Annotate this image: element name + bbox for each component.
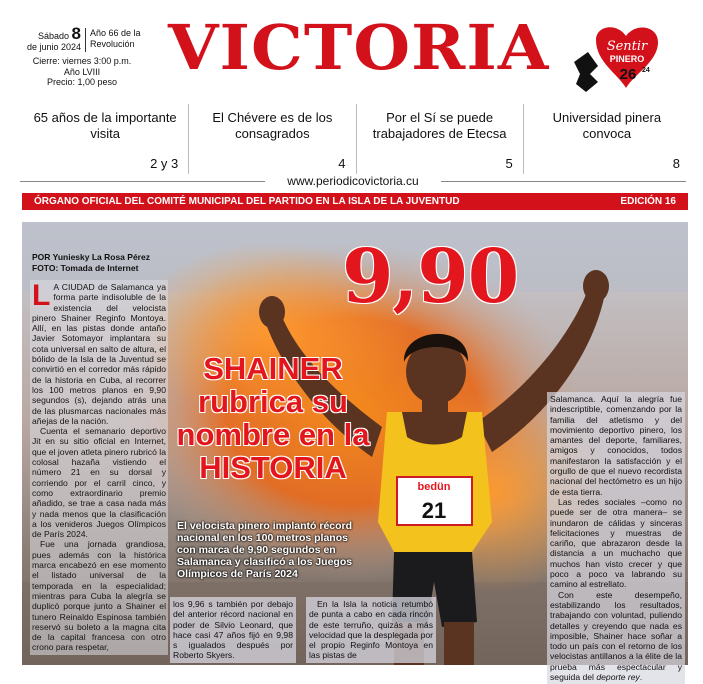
teaser-page: 4 (338, 156, 346, 171)
sentir-pinero-logo (568, 22, 698, 97)
article-column-mid2: En la Isla la noticia retumbó de punta a cabo en cada rincón de este terruño, quizás a más velocidad que la desplegada por el propio Reginfo Montoya en las pistas de (306, 597, 436, 663)
photo-credit: FOTO: Tomada de Internet (32, 263, 139, 273)
teaser-page: 5 (505, 156, 513, 171)
newspaper-title: VICTORIA (168, 11, 550, 84)
teaser-item[interactable]: Universidad pinera convoca 8 (523, 104, 690, 174)
teaser-item[interactable]: Por el Sí se puede trabajadores de Etecsa 5 (356, 104, 523, 174)
article-column-right: Salamanca. Aquí la alegría fue indescriptible, comenzando por la familia del atletismo y del movimiento deportivo pinero, los amantes del deporte, familiares, amigos y conocidos, todos manifestaron la satisfacción y el orgullo de que el nuevo recordista nacional del hectómetro es un hijo de esta tierra. Las redes sociales –como no puede ser de otra manera– se inundaron de cálidas y sinceras felicitaciones y muestras de cariño, que abrazaron desde la distancia a un muchacho que muchos han visto crecer y que poco a poco va labrando su camino al estrellato. Con este desempeño, estabilizando los resultados, trabajando con voluntad, puliendo detalles y creyendo que nada es imposible, Shainer hace soñar a todo un país con el retorno de los velocistas antillanos a la élite de la prueba más espectacular y seguida del deporte rey. (547, 392, 685, 684)
website-link[interactable]: www.periodicovictoria.cu (283, 174, 422, 188)
issue-info: Cierre: viernes 3:00 p.m. Año LVIII Precio: 1,00 peso (32, 56, 132, 87)
revolution-year: Año 66 de la Revolución (90, 28, 141, 49)
drop-cap: L (32, 279, 51, 312)
teaser-page: 2 y 3 (150, 156, 179, 171)
teaser-item[interactable]: El Chévere es de los consagrados 4 (188, 104, 355, 174)
hero-photo (22, 222, 688, 683)
website-line (20, 174, 686, 188)
article-column-left: L A CIUDAD de Salamanca ya forma parte indisoluble de la existencia del velocista pinero Shainer Reginfo Montoya. Allí, en las pistas donde antaño Javier Sotomayor implantara su cota universal en salto de altura, el bólido de la Isla de la Juventud se convirtió en el corredor más rápido de la historia en Cuba, al recorrer los 100 metros planos en 9,90 segundos (s), dejando atrás una de las plusmarcas nacionales más añejas de la nación. Cuenta el semanario deportivo Jit en su sitio oficial en Internet, que el joven atleta pinero rubricó la colosal hazaña vistiendo el número 21 en su dorsal y corriendo por el carril cinco, y como extraordinario premio añadido, se trae a casa nada más y nada menos que la clasificación a los venideros Juegos Olímpicos de París 2024. Fue una jornada grandiosa, pues además con la histórica marca encabezó en ese momento el listado universal de la temporada en la especialidad; mientras para Cuba la alegría se duplicó porque junto a Shainer el tunero Reinaldo Espinosa también reservó su boleto a la magna cita de la capital francesa con otro crono para respetar, (30, 280, 168, 655)
date-box (22, 24, 162, 88)
record-time: 9,90 (342, 234, 519, 320)
masthead (0, 0, 703, 100)
bib-sponsor: bedün (417, 481, 451, 493)
logo-number: 26 (619, 66, 637, 83)
article-column-mid1: los 9,96 s también por debajo del anterior récord nacional en poder de Silvio Leonard, que hace casi 47 años fijó en 9,98 s igualados después por Roberto Skyers. (170, 597, 296, 663)
author: POR Yuniesky La Rosa Pérez (32, 252, 150, 262)
organ-text: ÓRGANO OFICIAL DEL COMITÉ MUNICIPAL DEL PARTIDO EN LA ISLA DE LA JUVENTUD (34, 196, 460, 207)
organ-banner (22, 193, 688, 210)
logo-pinero: PINERO (609, 54, 645, 64)
issue-date: Sábado 8 de junio 2024 (22, 28, 86, 52)
teaser-bar (22, 104, 690, 174)
edition-label: EDICIÓN 16 (620, 196, 676, 207)
subheadline: El velocista pinero implantó récord nacional en los 100 metros planos con marca de 9,90 segundos en Salamanca y clasificó a los Juegos Olímpicos de París 2024 (177, 520, 353, 580)
teaser-page: 8 (672, 156, 680, 171)
teaser-item[interactable]: 65 años de la importante visita 2 y 3 (33, 110, 179, 171)
headline: SHAINER rubrica su nombre en la HISTORIA (176, 351, 370, 485)
logo-sentir: Sentir (606, 39, 648, 54)
byline (32, 252, 150, 274)
bib-number: 21 (421, 498, 447, 523)
logo-superscript: 24 (642, 67, 650, 74)
